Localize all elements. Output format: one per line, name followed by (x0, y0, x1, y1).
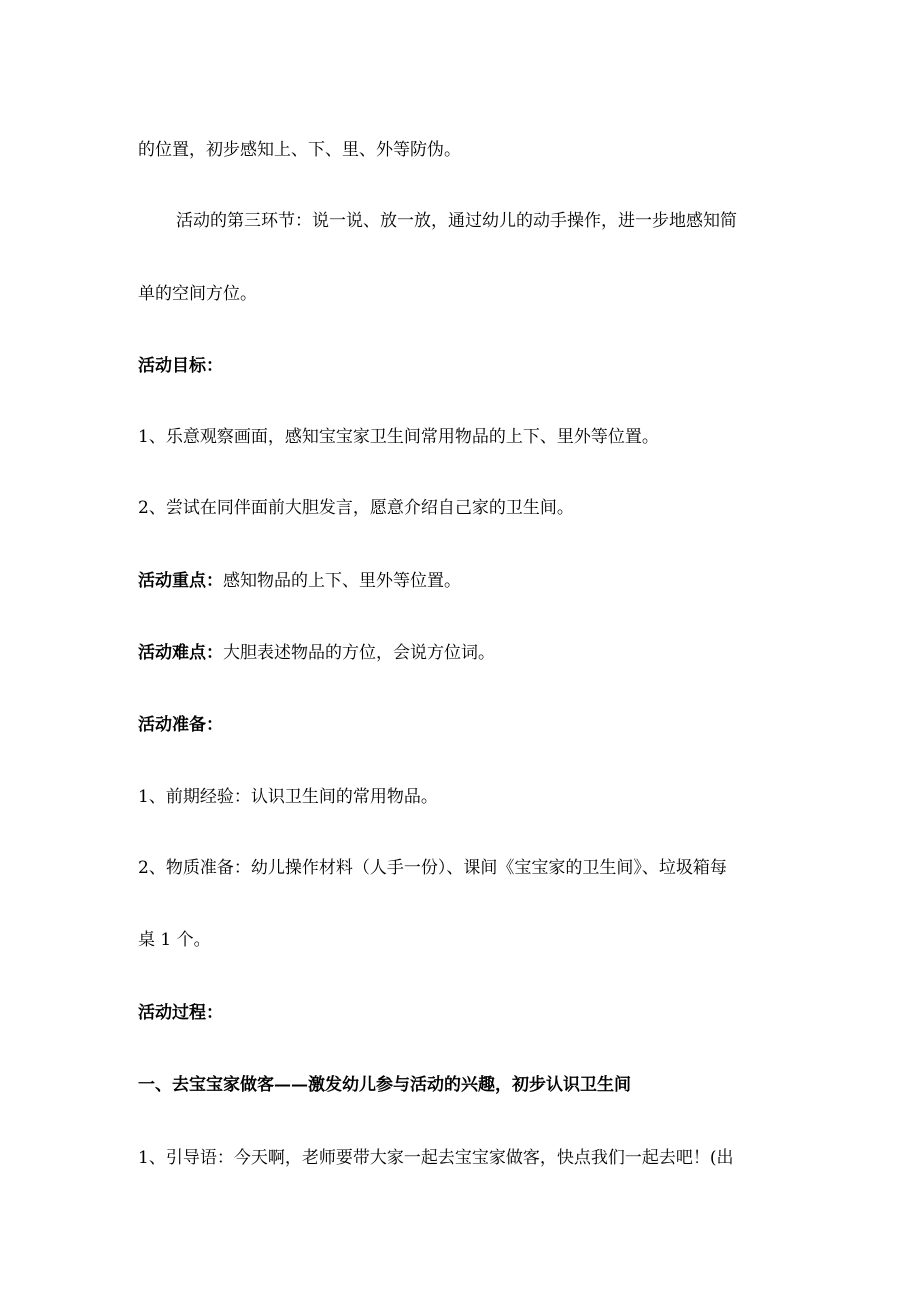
preparation-item-1: 1、前期经验：认识卫生间的常用物品。 (138, 787, 438, 807)
difficulty-text: 大胆表述物品的方位，会说方位词。 (223, 643, 495, 663)
section-1-heading: 一、去宝宝家做客——激发幼儿参与活动的兴趣，初步认识卫生间 (138, 1075, 631, 1095)
goal-item-2: 2、尝试在同伴面前大胆发言，愿意介绍自己家的卫生间。 (138, 498, 574, 518)
difficulty-line (138, 642, 495, 664)
third-step-paragraph-line-1: 活动的第三环节：说一说、放一放，通过幼儿的动手操作，进一步地感知简 (176, 211, 737, 231)
goal-item-1: 1、乐意观察画面，感知宝宝家卫生间常用物品的上下、里外等位置。 (138, 427, 659, 447)
third-step-paragraph-line-2: 单的空间方位。 (138, 284, 257, 304)
preparation-heading: 活动准备： (138, 715, 223, 735)
step-1-line-1: 1、引导语：今天啊，老师要带大家一起去宝宝家做客，快点我们一起去吧！(出 (138, 1148, 734, 1168)
paragraph-continuation: 的位置，初步感知上、下、里、外等防伪。 (138, 140, 461, 160)
preparation-item-2-line-2: 桌 1 个。 (138, 930, 211, 950)
key-point-line (138, 570, 461, 592)
preparation-item-2-line-1: 2、物质准备：幼儿操作材料（人手一份）、课间《宝宝家的卫生间》、垃圾箱每 (138, 858, 727, 878)
key-point-label: 活动重点： (138, 571, 223, 591)
process-heading: 活动过程： (138, 1003, 223, 1023)
difficulty-label: 活动难点： (138, 643, 223, 663)
goals-heading: 活动目标： (138, 356, 223, 376)
key-point-text: 感知物品的上下、里外等位置。 (223, 571, 461, 591)
